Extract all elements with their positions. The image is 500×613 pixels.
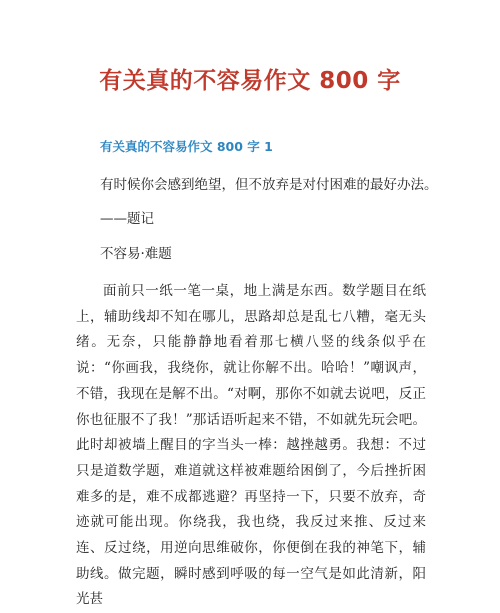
intro-paragraph: 有时候你会感到绝望，但不放弃是对付困难的最好办法。 <box>100 177 438 193</box>
section-heading: 有关真的不容易作文 800 字 1 <box>100 139 273 154</box>
body-paragraph: 面前只一纸一笔一桌，地上满是东西。数学题目在纸上，辅助线却不知在哪儿，思路却总是乱七八糟，毫无头绪。无奈，只能静静地看着那七横八竖的线条似乎在说：“你画我，我绕你，就让你解不出。哈哈！”嘲讽声，不错，我现在是解不出。“对啊，那你不如就去说吧，反正你也征服不了我！”那话语听起来不错，不如就先玩会吧。此时却被墙上醒目的字当头一棒：越挫越勇。我想：不过只是道数学题，难道就这样被难题给困倒了，今后挫折困难多的是，难不成都逃避？再坚持一下，只要不放弃，奇迹就可能出现。你绕我，我也绕，我反过来推、反过来连、反过绕，用逆向思维破你，你便倒在我的神笔下，辅助线。做完题，瞬时感到呼吸的每一空气是如此清新，阳光甚 <box>76 283 426 608</box>
subheading-line: 不容易·难题 <box>100 246 172 262</box>
epigraph-source: ——题记 <box>100 211 154 227</box>
page-title: 有关真的不容易作文 800 字 <box>99 68 401 94</box>
